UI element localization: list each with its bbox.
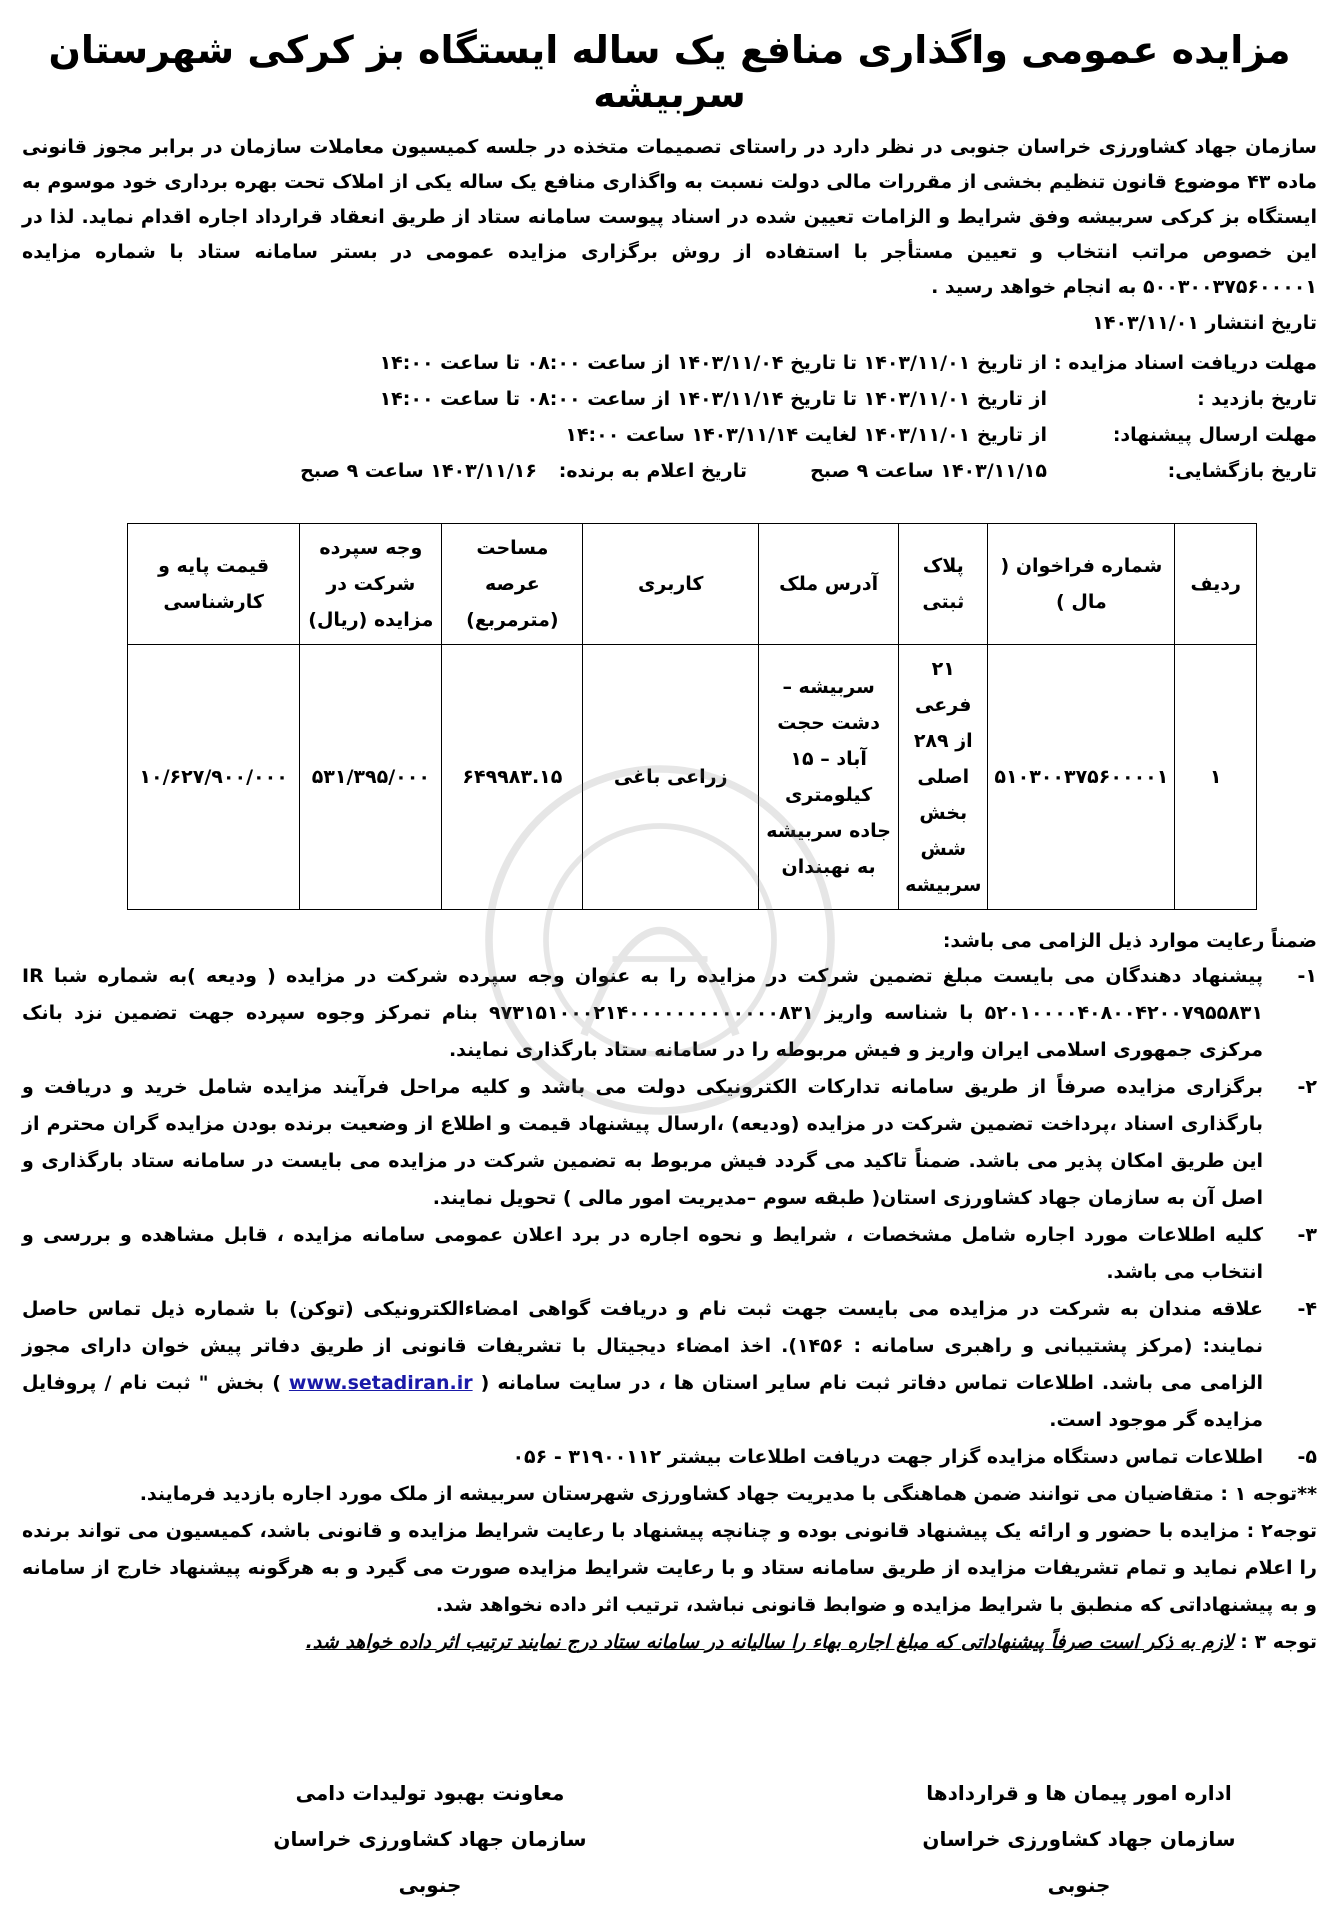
cell-base-price: ۱۰/۶۲۷/۹۰۰/۰۰۰ <box>128 645 300 910</box>
col-header-registry-plate: پلاک ثبتی <box>899 524 988 645</box>
docs-deadline-row <box>22 345 1317 381</box>
requirement-text: برگزاری مزایده صرفاً از طریق سامانه تدارکات الکترونیکی دولت می باشد و کلیه مراحل فرآیند مزایده شامل خرید و دریافت و بارگذاری اسناد ،پرداخت تضمین شرکت در مزایده (ودیعه) ،ارسال پیشنهاد قیمت و اطلاع از وضعیت برنده بودن مزایده گران محترم از این طریق امکان پذیر می باشد. ضمناً تاکید می گردد فیش مربوط به تضمین شرکت در مزایده می بایست در سامانه ستاد بارگذاری و اصل آن به سازمان جهاد کشاورزی استان( طبقه سوم –مدیریت امور مالی ) تحویل نمایند. <box>22 1076 1263 1209</box>
winner-date-label: تاریخ اعلام به برنده: <box>558 460 747 482</box>
requirement-number: ۵- <box>1297 1446 1317 1468</box>
requirement-text-part-a: علاقه مندان به شرکت در مزایده می بایست جهت ثبت نام و دریافت گواهی امضاءالکترونیکی (توکن) با شماره ذیل تماس حاصل نمایند: (مرکز پشتیبانی و راهبری سامانه : ۱۴۵۶). اخذ امضاء دیجیتال با تشریفات قانونی از طریق دفاتر پیش خوان دارای مجوز الزامی می باشد. اطلاعات تماس دفاتر ثبت نام سایر استان ها ، در سایت سامانه ( <box>22 1298 1263 1394</box>
offer-deadline-label: مهلت ارسال پیشنهاد: <box>1112 424 1317 446</box>
setadiran-link[interactable]: www.setadiran.ir <box>288 1372 473 1394</box>
opening-date-value: ۱۴۰۳/۱۱/۱۵ ساعت ۹ صبح <box>810 460 1047 482</box>
signature-block-contracts <box>899 1770 1259 1908</box>
col-header-area: مساحت عرصه (مترمربع) <box>442 524 583 645</box>
requirement-text <box>22 1291 1263 1439</box>
winner-date-value: ۱۴۰۳/۱۱/۱۶ ساعت ۹ صبح <box>300 460 537 482</box>
requirement-text: پیشنهاد دهندگان می بایست مبلغ تضمین شرکت در مزایده را به عنوان وجه سپرده شرکت در مزایده ( ودیعه )به شماره شبا IR ۵۲۰۱۰۰۰۰۴۰۸۰۰۴۲۰۰۷۹۵۵۸۳۱ با شناسه واریز ۹۷۳۱۵۱۰۰۰۲۱۴۰۰۰۰۰۰۰۰۰۰۰۰۰۸۳۱ بنام تمرکز وجوه سپرده جهت تضمین نزد بانک مرکزی جمهوری اسلامی ایران واریز و فیش مربوطه را در سامانه ستاد بارگذاری نمایند. <box>22 965 1263 1061</box>
col-header-deposit: وجه سپرده شرکت در مزایده (ریال) <box>300 524 442 645</box>
visit-date-value: از تاریخ ۱۴۰۳/۱۱/۰۱ تا تاریخ ۱۴۰۳/۱۱/۱۴ از ساعت ۰۸:۰۰ تا ساعت ۱۴:۰۰ <box>379 388 1047 410</box>
requirement-number: ۲- <box>1297 1076 1317 1098</box>
cell-row-no: ۱ <box>1175 645 1257 910</box>
visit-date-label: تاریخ بازدید : <box>1197 388 1317 410</box>
note-3-prefix: توجه ۳ : <box>1240 1631 1317 1653</box>
note-2: توجه۲ : مزایده با حضور و ارائه یک پیشنهاد قانونی بوده و چنانچه پیشنهاد با رعایت شرایط مزایده و قانونی باشد، کمیسیون می تواند برنده را اعلام نماید و تمام تشریفات مزایده از طریق سامانه ستاد و با رعایت شرایط مزایده صورت می گیرد و به هرگونه پیشنهاد خارج از سامانه و به پیشنهاداتی که منطبق با شرایط مزایده و ضوابط قانونی نباشد، ترتیب اثر داده نخواهد شد. <box>22 1520 1317 1616</box>
col-header-address: آدرس ملک <box>759 524 899 645</box>
publish-date: تاریخ انتشار ۱۴۰۳/۱۱/۰۱ <box>1092 312 1317 334</box>
signature-title: معاونت بهبود تولیدات دامی <box>295 1781 565 1805</box>
col-header-usage: کاربری <box>583 524 759 645</box>
signature-title: اداره امور پیمان ها و قراردادها <box>926 1781 1232 1805</box>
auction-items-table <box>127 523 1257 910</box>
requirement-text: کلیه اطلاعات مورد اجاره شامل مشخصات ، شرایط و نحوه اجاره در برد اعلان عمومی سامانه مزایده ، قابل مشاهده و بررسی و انتخاب می باشد. <box>22 1224 1263 1283</box>
signature-organization: سازمان جهاد کشاورزی خراسان جنوبی <box>273 1827 587 1897</box>
cell-registry-plate: ۲۱ فرعی از ۲۸۹ اصلی بخش شش سربیشه <box>899 645 988 910</box>
requirement-item <box>22 1291 1317 1439</box>
table-header-row <box>128 524 1257 645</box>
requirement-number: ۱- <box>1297 965 1317 987</box>
offer-deadline-value: از تاریخ ۱۴۰۳/۱۱/۰۱ لغایت ۱۴۰۳/۱۱/۱۴ ساعت ۱۴:۰۰ <box>565 424 1047 446</box>
docs-deadline-value: از تاریخ ۱۴۰۳/۱۱/۰۱ تا تاریخ ۱۴۰۳/۱۱/۰۴ از ساعت ۰۸:۰۰ تا ساعت ۱۴:۰۰ <box>379 352 1047 374</box>
opening-date-row <box>22 453 1317 489</box>
signature-block-livestock <box>250 1770 610 1908</box>
opening-date-label: تاریخ بازگشایی: <box>1167 460 1317 482</box>
cell-area: ۶۴۹۹۸۳.۱۵ <box>442 645 583 910</box>
note-3-text: لازم به ذکر است صرفاً پیشنهاداتی که مبلغ اجاره بهاء را سالیانه در سامانه ستاد درج نمایند ترتیب اثر داده خواهد شد. <box>305 1631 1234 1653</box>
cell-deposit: ۵۳۱/۳۹۵/۰۰۰ <box>300 645 442 910</box>
requirement-item <box>22 1069 1317 1217</box>
col-header-row-no: ردیف <box>1175 524 1257 645</box>
requirement-item <box>22 1439 1317 1476</box>
offer-deadline-row <box>22 417 1317 453</box>
signature-organization: سازمان جهاد کشاورزی خراسان جنوبی <box>922 1827 1236 1897</box>
requirement-item <box>22 958 1317 1069</box>
docs-deadline-label: مهلت دریافت اسناد مزایده : <box>1053 352 1317 374</box>
requirement-text-part-b: ) بخش " ثبت نام / پروفایل مزایده گر موجود است. <box>22 1372 1263 1431</box>
note-1: **توجه ۱ : متقاضیان می توانند ضمن هماهنگی با مدیریت جهاد کشاورزی شهرستان سربیشه از ملک مورد اجاره بازدید فرمایند. <box>139 1483 1317 1505</box>
requirement-text: اطلاعات تماس دستگاه مزایده گزار جهت دریافت اطلاعات بیشتر ۳۱۹۰۰۱۱۲ - ۰۵۶ <box>512 1446 1263 1468</box>
cell-usage: زراعی باغی <box>583 645 759 910</box>
table-row <box>128 645 1257 910</box>
page-title: مزایده عمومی واگذاری منافع یک ساله ایستگاه بز کرکی شهرستان سربیشه <box>48 28 1291 116</box>
col-header-call-number: شماره فراخوان ( مال ) <box>988 524 1175 645</box>
col-header-base-price: قیمت پایه و کارشناسی <box>128 524 300 645</box>
visit-date-row <box>22 381 1317 417</box>
requirement-item <box>22 1217 1317 1291</box>
cell-call-number: ۵۱۰۳۰۰۳۷۵۶۰۰۰۰۱ <box>988 645 1175 910</box>
deadlines-block <box>22 345 1317 489</box>
intro-paragraph: سازمان جهاد کشاورزی خراسان جنوبی در نظر دارد در راستای تصمیمات متخذه در جلسه کمیسیون معاملات سازمان در برابر مجوز قانونی ماده ۴۳ موضوع قانون تنظیم بخشی از مقررات مالی دولت نسبت به واگذاری منافع یک ساله یکی از املاک تحت بهره برداری خود موسوم به ایستگاه بز کرکی سربیشه وفق شرایط و الزامات تعیین شده در اسناد پیوست سامانه ستاد از طریق انعقاد قرارداد اجاره اقدام نماید. لذا در این خصوص مراتب انتخاب و تعیین مستأجر با استفاده از روش برگزاری مزایده عمومی در بستر سامانه ستاد با شماره مزایده ۵۰۰۳۰۰۳۷۵۶۰۰۰۰۱ به انجام خواهد رسید . <box>22 136 1318 298</box>
cell-address: سربیشه – دشت حجت آباد – ۱۵ کیلومتری جاده سربیشه به نهبندان <box>759 645 899 910</box>
note-3 <box>22 1624 1317 1661</box>
requirement-number: ۳- <box>1297 1224 1317 1246</box>
requirements-heading: ضمناً رعایت موارد ذیل الزامی می باشد: <box>942 930 1317 952</box>
requirement-number: ۴- <box>1297 1298 1317 1320</box>
